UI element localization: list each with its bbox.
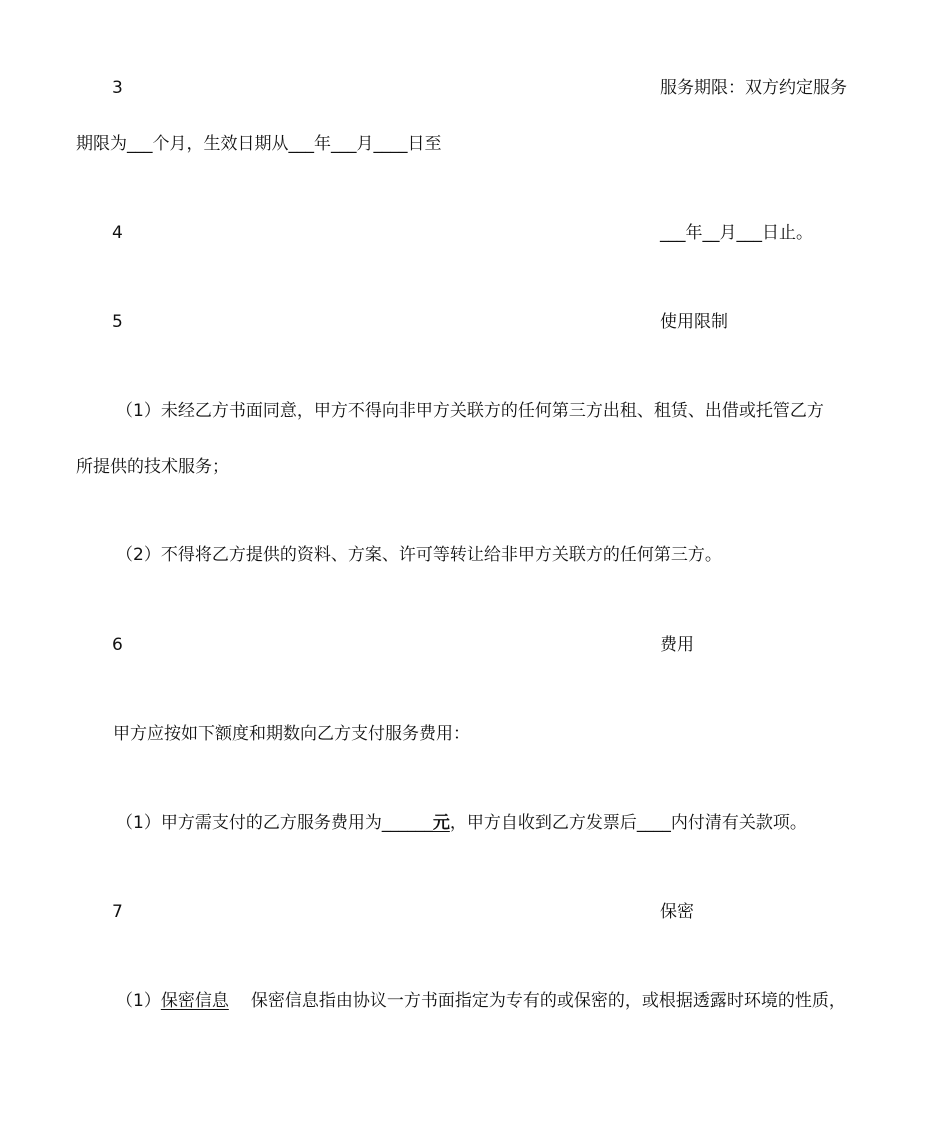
section-heading: 服务期限：双方约定服务	[660, 78, 847, 98]
fee-clause-suffix: ，甲方自收到乙方发票后____内付清有关款项。	[449, 813, 807, 833]
clause-text: 保密信息指由协议一方书面指定为专有的或保密的，或根据透露时环境的性质，	[250, 991, 846, 1011]
section-heading: ___年__月___日止。	[660, 223, 813, 243]
clause-prefix: （1）	[116, 991, 161, 1011]
fee-unit: 元	[432, 813, 450, 833]
fee-blank: ______	[381, 813, 433, 833]
section-number: 7	[112, 902, 123, 922]
fee-clause	[116, 815, 807, 832]
section-heading: 使用限制	[660, 312, 728, 332]
paragraph-line: 期限为___个月，生效日期从___年___月____日至	[76, 134, 442, 154]
confidentiality-clause	[116, 993, 846, 1010]
section-heading: 保密	[660, 902, 694, 922]
section-number: 3	[112, 78, 123, 98]
defined-term: 保密信息	[160, 991, 229, 1011]
section-number: 4	[112, 223, 123, 243]
section-number: 5	[112, 312, 123, 332]
paragraph-line: 甲方应按如下额度和期数向乙方支付服务费用：	[113, 724, 470, 744]
section-heading: 费用	[660, 635, 694, 655]
fee-clause-prefix: （1）甲方需支付的乙方服务费用为	[116, 813, 382, 833]
clause-line: 所提供的技术服务；	[76, 457, 229, 477]
clause-line: （2）不得将乙方提供的资料、方案、许可等转让给非甲方关联方的任何第三方。	[116, 545, 722, 565]
clause-line: （1）未经乙方书面同意，甲方不得向非甲方关联方的任何第三方出租、租赁、出借或托管乙方	[116, 401, 824, 421]
section-number: 6	[112, 635, 123, 655]
